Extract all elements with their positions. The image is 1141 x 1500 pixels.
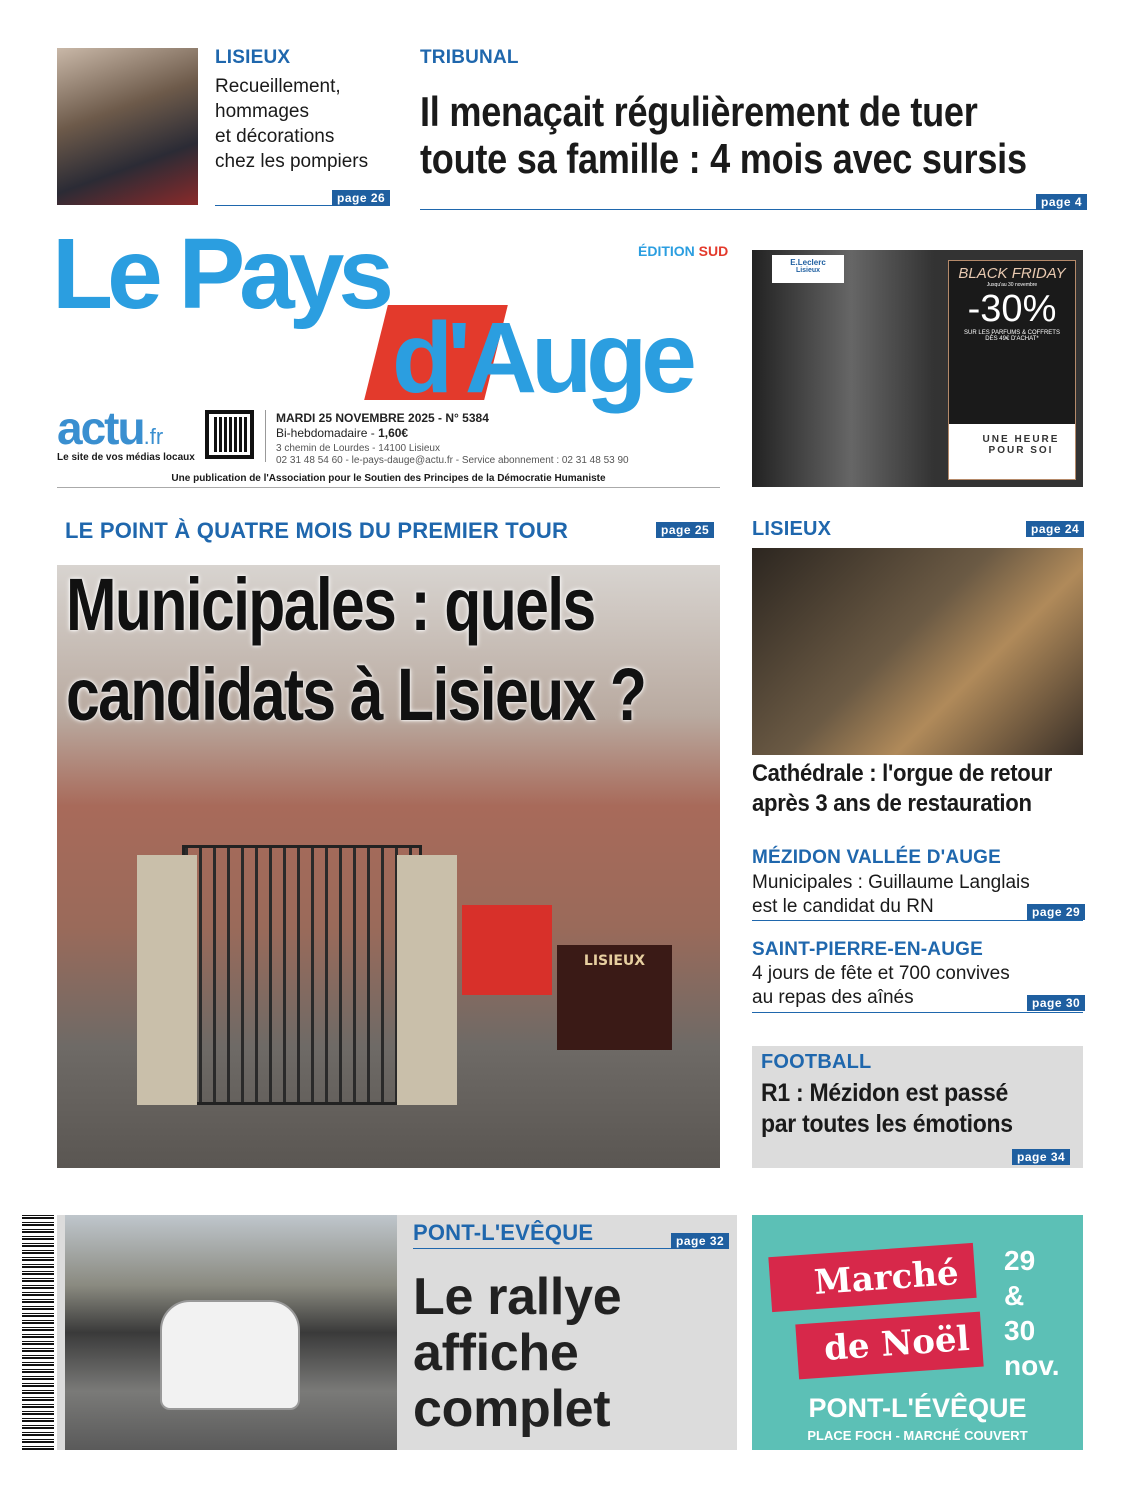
text-line: est le candidat du RN bbox=[752, 896, 934, 917]
sign-text: LISIEUX bbox=[583, 953, 646, 969]
headline-line: affiche bbox=[413, 1324, 579, 1382]
headline-line: Il menaçait régulièrement de tuer bbox=[420, 88, 978, 135]
organ-photo[interactable] bbox=[752, 548, 1083, 755]
offer-line: DÈS 49€ D'ACHAT* bbox=[985, 336, 1039, 342]
page-badge[interactable]: page 25 bbox=[656, 522, 714, 538]
address: 3 chemin de Lourdes - 14100 Lisieux bbox=[276, 443, 440, 454]
gate bbox=[182, 845, 422, 1105]
price-line bbox=[276, 426, 629, 440]
marche-title: Marché bbox=[812, 1253, 960, 1303]
text-line: hommages bbox=[215, 101, 309, 122]
date: 30 bbox=[1004, 1315, 1036, 1346]
qr-code-icon[interactable] bbox=[205, 410, 254, 459]
divider bbox=[57, 487, 720, 488]
event-sign bbox=[557, 945, 672, 1050]
text-line: Recueillement, bbox=[215, 76, 341, 97]
divider bbox=[420, 209, 1083, 210]
marche-dates bbox=[1004, 1243, 1059, 1383]
main-headline[interactable] bbox=[66, 560, 645, 740]
football-headline bbox=[761, 1078, 1013, 1140]
page-badge[interactable]: page 30 bbox=[1027, 995, 1085, 1011]
tagline-line: UNE HEURE bbox=[982, 434, 1060, 445]
divider bbox=[265, 410, 266, 462]
date-issue: MARDI 25 NOVEMBRE 2025 - N° 5384 bbox=[276, 411, 489, 425]
marche-town: PONT-L'ÉVÊQUE bbox=[808, 1393, 1027, 1423]
tribunal-kicker: TRIBUNAL bbox=[420, 47, 519, 68]
page-badge[interactable]: page 34 bbox=[1012, 1149, 1070, 1165]
brand: E.Leclerc bbox=[790, 258, 826, 267]
contact: 02 31 48 54 60 - le-pays-dauge@actu.fr - Service abonnement : 02 31 48 53 90 bbox=[276, 455, 629, 466]
text-line: 4 jours de fête et 700 convives bbox=[752, 963, 1010, 984]
discount: -30% bbox=[967, 288, 1057, 330]
leclerc-logo bbox=[772, 255, 844, 283]
headline-line: par toutes les émotions bbox=[761, 1110, 1013, 1138]
barcode bbox=[22, 1215, 54, 1450]
headline-line: Le rallye bbox=[413, 1268, 622, 1326]
saint-pierre-kicker: SAINT-PIERRE-EN-AUGE bbox=[752, 939, 983, 960]
crane bbox=[462, 905, 552, 995]
headline-line: complet bbox=[413, 1380, 611, 1438]
offer-line: SUR LES PARFUMS & COFFRETS bbox=[964, 330, 1060, 336]
price: 1,60€ bbox=[378, 426, 409, 440]
publisher-line: Une publication de l'Association pour le Soutien des Principes de la Démocratie Humaniste bbox=[171, 473, 606, 484]
page-badge[interactable]: page 4 bbox=[1036, 194, 1087, 210]
text-line: chez les pompiers bbox=[215, 151, 369, 172]
tribunal-headline[interactable] bbox=[420, 88, 1027, 182]
text-line: Municipales : Guillaume Langlais bbox=[752, 872, 1030, 893]
main-kicker: LE POINT À QUATRE MOIS DU PREMIER TOUR bbox=[65, 518, 569, 543]
rallye-box[interactable] bbox=[57, 1215, 737, 1450]
page-badge[interactable]: page 26 bbox=[332, 190, 390, 206]
ad-subtitle: Jusqu'au 30 novembre bbox=[986, 282, 1038, 288]
lisieux-top-kicker: LISIEUX bbox=[215, 47, 291, 68]
rallye-kicker: PONT-L'EVÊQUE bbox=[413, 1220, 594, 1245]
frequency: Bi-hebdomadaire - bbox=[276, 426, 379, 440]
football-box[interactable] bbox=[752, 1046, 1083, 1168]
text-line: et décorations bbox=[215, 126, 335, 147]
rallye-headline bbox=[413, 1269, 621, 1437]
ad-title: BLACK FRIDAY bbox=[958, 265, 1066, 282]
store: Lisieux bbox=[795, 267, 821, 274]
pillar bbox=[397, 855, 457, 1105]
marche-place: PLACE FOCH - MARCHÉ COUVERT bbox=[807, 1428, 1028, 1443]
masthead-title-le-pays: Le Pays bbox=[52, 218, 389, 330]
masthead-title-dauge: d'Auge bbox=[392, 302, 691, 414]
pompiers-photo bbox=[57, 48, 198, 205]
offer-panel bbox=[948, 260, 1076, 480]
football-kicker: FOOTBALL bbox=[761, 1051, 872, 1073]
divider bbox=[752, 920, 1083, 921]
mezidon-text[interactable] bbox=[752, 871, 1030, 919]
headline-line: candidats à Lisieux ? bbox=[66, 653, 646, 736]
marche-noel-ad[interactable] bbox=[752, 1215, 1083, 1450]
headline-line: R1 : Mézidon est passé bbox=[761, 1079, 1009, 1107]
divider bbox=[752, 1012, 1083, 1013]
lisieux-top-text[interactable] bbox=[215, 74, 368, 174]
actu-wordmark: actu bbox=[57, 402, 144, 454]
month: nov. bbox=[1004, 1350, 1060, 1381]
headline-line: toute sa famille : 4 mois avec sursis bbox=[420, 135, 1027, 182]
tagline-line: POUR SOI bbox=[988, 445, 1054, 456]
marche-title: de Noël bbox=[822, 1318, 971, 1370]
cathedrale-headline[interactable] bbox=[752, 759, 1052, 819]
actu-suffix: .fr bbox=[143, 424, 164, 449]
edition-label bbox=[638, 243, 728, 259]
text-line: au repas des aînés bbox=[752, 987, 914, 1008]
date-amp: & bbox=[1004, 1280, 1025, 1311]
tagline bbox=[949, 424, 1075, 479]
headline-line: après 3 ans de restauration bbox=[752, 790, 1032, 817]
page-badge[interactable]: page 24 bbox=[1026, 521, 1084, 537]
actu-tagline: Le site de vos médias locaux bbox=[57, 452, 195, 463]
headline-line: Municipales : quels bbox=[66, 563, 595, 646]
date: 29 bbox=[1004, 1245, 1036, 1276]
pillar bbox=[137, 855, 197, 1105]
headline-line: Cathédrale : l'orgue de retour bbox=[752, 760, 1053, 787]
rally-car bbox=[160, 1300, 300, 1410]
page-badge[interactable]: page 32 bbox=[671, 1233, 729, 1249]
mezidon-kicker: MÉZIDON VALLÉE D'AUGE bbox=[752, 847, 1002, 868]
page-badge[interactable]: page 29 bbox=[1027, 904, 1085, 920]
issue-info bbox=[276, 411, 629, 466]
cathedrale-kicker: LISIEUX bbox=[752, 518, 832, 540]
saint-pierre-text[interactable] bbox=[752, 962, 1010, 1010]
edition-name: SUD bbox=[698, 243, 729, 259]
leclerc-ad[interactable] bbox=[752, 250, 1083, 487]
edition-prefix: ÉDITION bbox=[638, 243, 695, 259]
rallye-photo bbox=[65, 1215, 397, 1450]
